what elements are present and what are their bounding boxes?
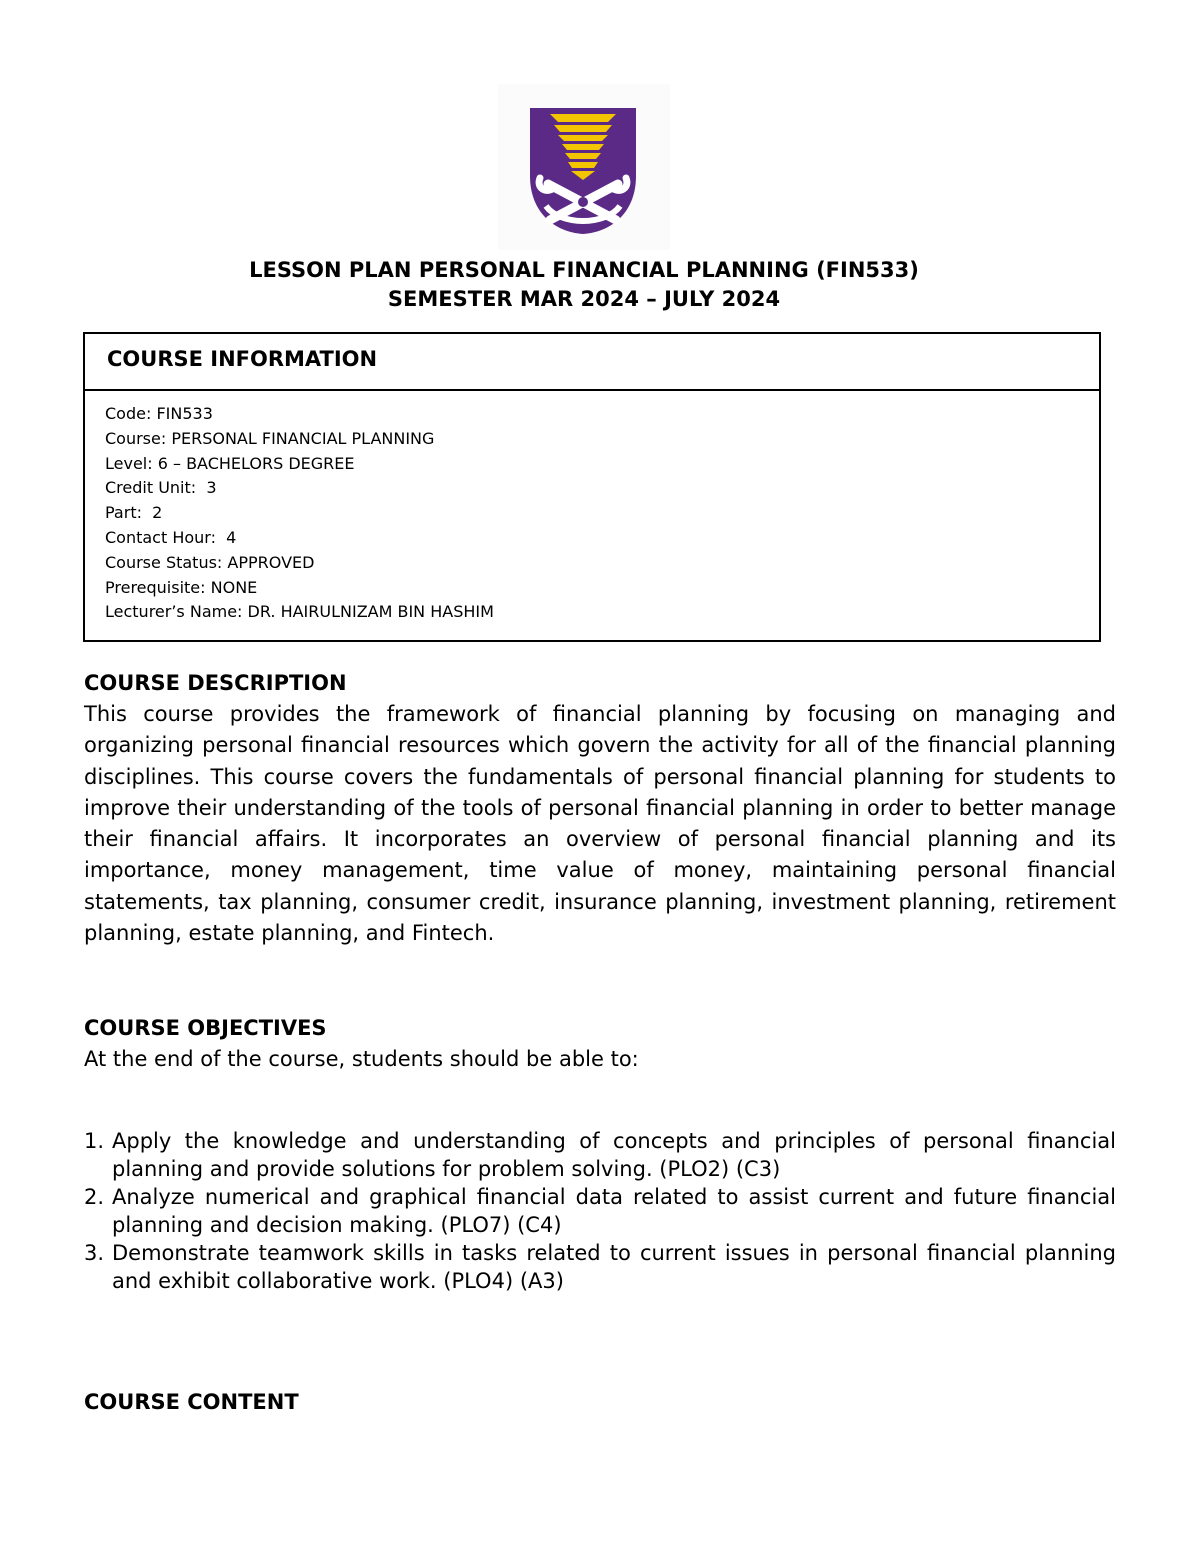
course-description-section [84,668,1116,949]
course-objectives-section [84,1013,1116,1075]
list-item-text: Demonstrate teamwork skills in tasks related to current issues in personal financial planning and exhibit collaborative work. (PLO4) (A3) [112,1241,1116,1293]
list-item [84,1183,1116,1239]
course-content-section [84,1387,1116,1418]
info-part: Part: 2 [105,503,163,523]
course-description-heading: COURSE DESCRIPTION [84,671,347,695]
course-information-list [85,391,1099,625]
list-item-text: Analyze numerical and graphical financial data related to assist current and future financial planning and decision making. (PLO7) (C4) [112,1185,1116,1237]
info-course: Course: PERSONAL FINANCIAL PLANNING [105,428,435,448]
list-item-number: 3. [84,1241,105,1265]
course-information-box [83,332,1101,642]
info-lecturer: Lecturer’s Name: DR. HAIRULNIZAM BIN HASHIM [105,602,494,622]
course-information-heading: COURSE INFORMATION [85,334,1099,391]
info-prerequisite: Prerequisite: NONE [105,577,258,597]
course-objectives-intro: At the end of the course, students should be able to: [84,1047,639,1071]
list-item-text: Apply the knowledge and understanding of concepts and principles of personal financial planning and provide solutions for problem solving. (PLO2) (C3) [112,1129,1116,1181]
list-item [84,1127,1116,1183]
info-code: Code: FIN533 [105,404,213,423]
crest-icon [498,84,670,250]
list-item-number: 1. [84,1129,105,1153]
list-item-number: 2. [84,1185,105,1209]
info-credit-unit: Credit Unit: 3 [105,478,217,498]
course-objectives-list [84,1127,1116,1295]
course-objectives-heading: COURSE OBJECTIVES [84,1016,327,1040]
course-content-heading: COURSE CONTENT [84,1390,299,1414]
info-contact-hour: Contact Hour: 4 [105,527,237,547]
university-logo [498,84,670,250]
info-level: Level: 6 – BACHELORS DEGREE [105,453,355,473]
info-course-status: Course Status: APPROVED [105,552,315,572]
semester-subtitle: SEMESTER MAR 2024 – JULY 2024 [387,287,781,311]
course-description-text: This course provides the framework of financial planning by focusing on managing and organizing personal financial resources which govern the activity for all of the financial planning disciplines. This course covers the fundamentals of personal financial planning for students to improve their understanding of the tools of personal financial planning in order to better manage their financial affairs. It incorporates an overview of personal financial planning and its importance, money management, time value of money, maintaining personal financial statements, tax planning, consumer credit, insurance planning, investment planning, retirement planning, estate planning, and Fintech. [84,702,1116,946]
list-item [84,1239,1116,1295]
page-title: LESSON PLAN PERSONAL FINANCIAL PLANNING (FIN533) [249,258,919,282]
